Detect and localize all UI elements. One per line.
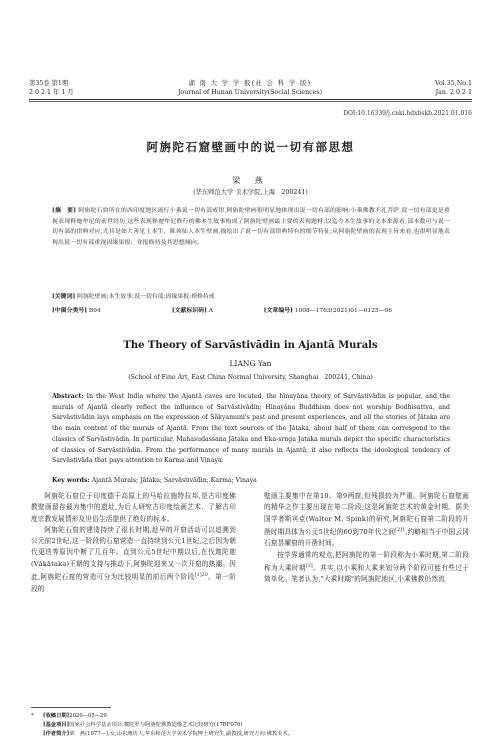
classification-line bbox=[52, 305, 450, 314]
doccode-label: [文献标识码] bbox=[171, 307, 207, 314]
article-no-label: [文章编号] bbox=[263, 307, 293, 314]
body-text: 按学界通常的观点,把阿旃陀的第一阶段称为小乘时期,第二阶段称为大乘时期 bbox=[264, 550, 469, 573]
keywords-label-en: Key words: bbox=[52, 477, 90, 484]
author-info-text: 梁 燕(1977—),女,山东潍坊人,华东师范大学美术学院博士研究生,副教授,研究方向:佛教美术。 bbox=[69, 731, 294, 737]
body-text: ,约略相当于中国云冈石窟昙曜窟的开凿时间。 bbox=[264, 528, 469, 548]
footnote-mark: * bbox=[31, 713, 34, 719]
header-volume-cn: 第35卷 第1期 bbox=[29, 80, 69, 87]
affiliation-en: (School of Fine Art, East China Normal University, Shanghai 200241, China) bbox=[128, 374, 373, 381]
abstract-cn bbox=[52, 206, 450, 248]
header-volume bbox=[29, 80, 149, 97]
author-en: LIANG Yan bbox=[229, 359, 272, 368]
received-date: 2020—05—29 bbox=[69, 713, 107, 719]
footnote bbox=[31, 712, 472, 739]
clc-value: B94 bbox=[88, 308, 101, 314]
header-rule-thin bbox=[29, 101, 472, 102]
body-text: 。其实,以小乘和大乘来划分两个阶段可能有些过于简单化。笔者认为,"大乘时期"的阿旃陀地区,小乘佛教仍然流 bbox=[264, 564, 469, 584]
fund-label: [基金项目] bbox=[43, 722, 70, 728]
affiliation-cn: (华东师范大学 美术学院,上海 200241) bbox=[193, 189, 308, 196]
body-paragraph bbox=[264, 491, 469, 550]
abstract-text-en: In the West India where the Ajantā caves are located, the hīnayāna theory of Sarvāstivādin is popular, and the murals of Ajantā clearly reflect the influence of Sarvāstivādin; Hīnayāna Buddhism does not worship Bodhisattva, and Sarvāstivādin lays emphasis on the expression of Śākyamuni's past and present experiences, and all the stories of Jātaka are the main content of the murals of Ajantā. From the text sources of the Jātaka, about half of them can correspond to the classics of Sarvāstivādin. In particular, Mahasudassana Jātaka and Eka-sṛnga Jataka murals depict the specific characteristics of classics of Sarvāstivādin. From the performance of many murals in Ajantā, it also reflects the ideological tendency of Sarvāstivāda that pays attention to Karma and Vinaya. bbox=[52, 393, 451, 465]
abstract-en bbox=[52, 392, 450, 467]
keywords-label-cn: [关键词] bbox=[52, 293, 76, 300]
body-column-right bbox=[264, 491, 469, 586]
body-paragraph: 阿旃陀石窟位于印度德干高原上的马哈拉施特拉邦,是古印度佛教壁画留存最为集中的遗址,为后人研究古印度绘画艺术、了解古印度宗教发展情形及世俗生活提供了绝好的标本。 bbox=[31, 492, 236, 523]
page-title-cn: 阿旃陀石窟壁画中的说一切有部思想 bbox=[146, 140, 355, 154]
article-no-value: 1008—1763(2021)01—0125—06 bbox=[294, 308, 392, 314]
body-column-left bbox=[31, 491, 236, 595]
citation-ref: [3] bbox=[305, 563, 313, 569]
header-date-cn: 2 0 2 1 年 1 月 bbox=[29, 88, 74, 96]
header-volume-en-block bbox=[380, 80, 472, 97]
header-volume-en: Vol.35,No.1 bbox=[435, 80, 472, 87]
body-paragraph bbox=[264, 550, 469, 586]
footnote-author bbox=[31, 730, 472, 739]
author-cn: 梁 燕 bbox=[232, 176, 269, 185]
abstract-label-cn: [摘 要] bbox=[52, 207, 77, 214]
header-rule bbox=[29, 99, 472, 100]
footnote-received bbox=[31, 712, 472, 721]
body-paragraph bbox=[31, 525, 236, 595]
author-info-label: [作者简介] bbox=[43, 731, 70, 737]
citation-ref: [1]20 bbox=[194, 573, 208, 579]
fund-text: 国家社会科学基金项目:犍陀罗与阿旃陀佛教造像艺术比较研究(17BF076) bbox=[69, 722, 243, 728]
keywords-text-cn: 阿旃陀壁画;本生故事;说一切有部;因缘果报;禅修持戒 bbox=[77, 294, 215, 300]
keywords-en bbox=[52, 477, 450, 484]
header-journal-cn: 湖 南 大 学 学 报(社 会 科 学 版) bbox=[188, 80, 312, 87]
footnote-rule bbox=[31, 707, 111, 708]
keywords-cn bbox=[52, 291, 450, 300]
doi: DOI:10.16339/j.cnki.hdxbskb.2021.01.016 bbox=[343, 110, 472, 117]
footnote-fund bbox=[31, 721, 472, 730]
body-text: 。第一阶段的 bbox=[31, 573, 236, 593]
keywords-text-en: Ajantā Murals; Jātaka; Sarvāstivādin; Karma; Vinaya bbox=[91, 477, 257, 484]
received-label: [收稿日期] bbox=[43, 713, 70, 719]
header-journal bbox=[150, 80, 350, 97]
header-date-en: Jan. 2 0 2 1 bbox=[435, 88, 472, 96]
header-journal-en: Journal of Hunan University(Social Sciences) bbox=[177, 88, 323, 96]
abstract-text-cn: 阿旃陀石窟所在的西印度地区流行小乘说一切有部戒律,阿旃陀壁画很明显地体现出说一切有部的影响:小乘佛教不礼菩萨,说一切有部更是重视表现释迦牟尼的前世经历,这些表现释迦牟尼修行的佛本生故事构成了阿旃陀壁画最主要的表现题材;以迄今本生故事的文本来源看,部本数可与说一切有部的律典对应,尤其是如大善见王本生、陈须仙人本生壁画,描绘出了说一切有部律典特有的细节特征;从阿旃陀壁画的表现主旨来看,也很明显地表现出说一切有部重视因缘果报、业报修持及其思想倾向。 bbox=[52, 208, 450, 246]
citation-ref: [2]1 bbox=[395, 527, 406, 533]
clc-label: [中图分类号] bbox=[52, 307, 88, 314]
body-text: 阿旃陀石窟的建造持续了很长时期,趁早的开窟活动可以追溯到公元前2世纪,这一阶段的石窟营造一直持续到公元1世纪,之后因为朝代更迭等原因中断了几百年。直到公元5世纪中期以后,在伐迦陀迦(Vākātaka)王朝的支持与推动下,阿旃陀迎来又一次开窟的热潮。因此,阿旃陀石窟的营造可分为比较明显的前后两个阶段 bbox=[31, 525, 236, 582]
body-text: 壁画主要集中在第10、第9两窟,但残损较为严重。阿旃陀石窟壁画的精华之作主要出现在第二阶段,这是阿旃陀艺术的黄金时期。据美国学者斯宾克(Walter M. Spink)的研究,阿旃陀石窟第二阶段的开凿时期具体为公元5世纪的60到70年代之间 bbox=[264, 492, 469, 537]
doccode-value: A bbox=[208, 308, 214, 314]
page-title-en: The Theory of Sarvāstivādin in Ajantā Murals bbox=[123, 340, 378, 351]
abstract-label-en: Abstract: bbox=[52, 393, 84, 400]
